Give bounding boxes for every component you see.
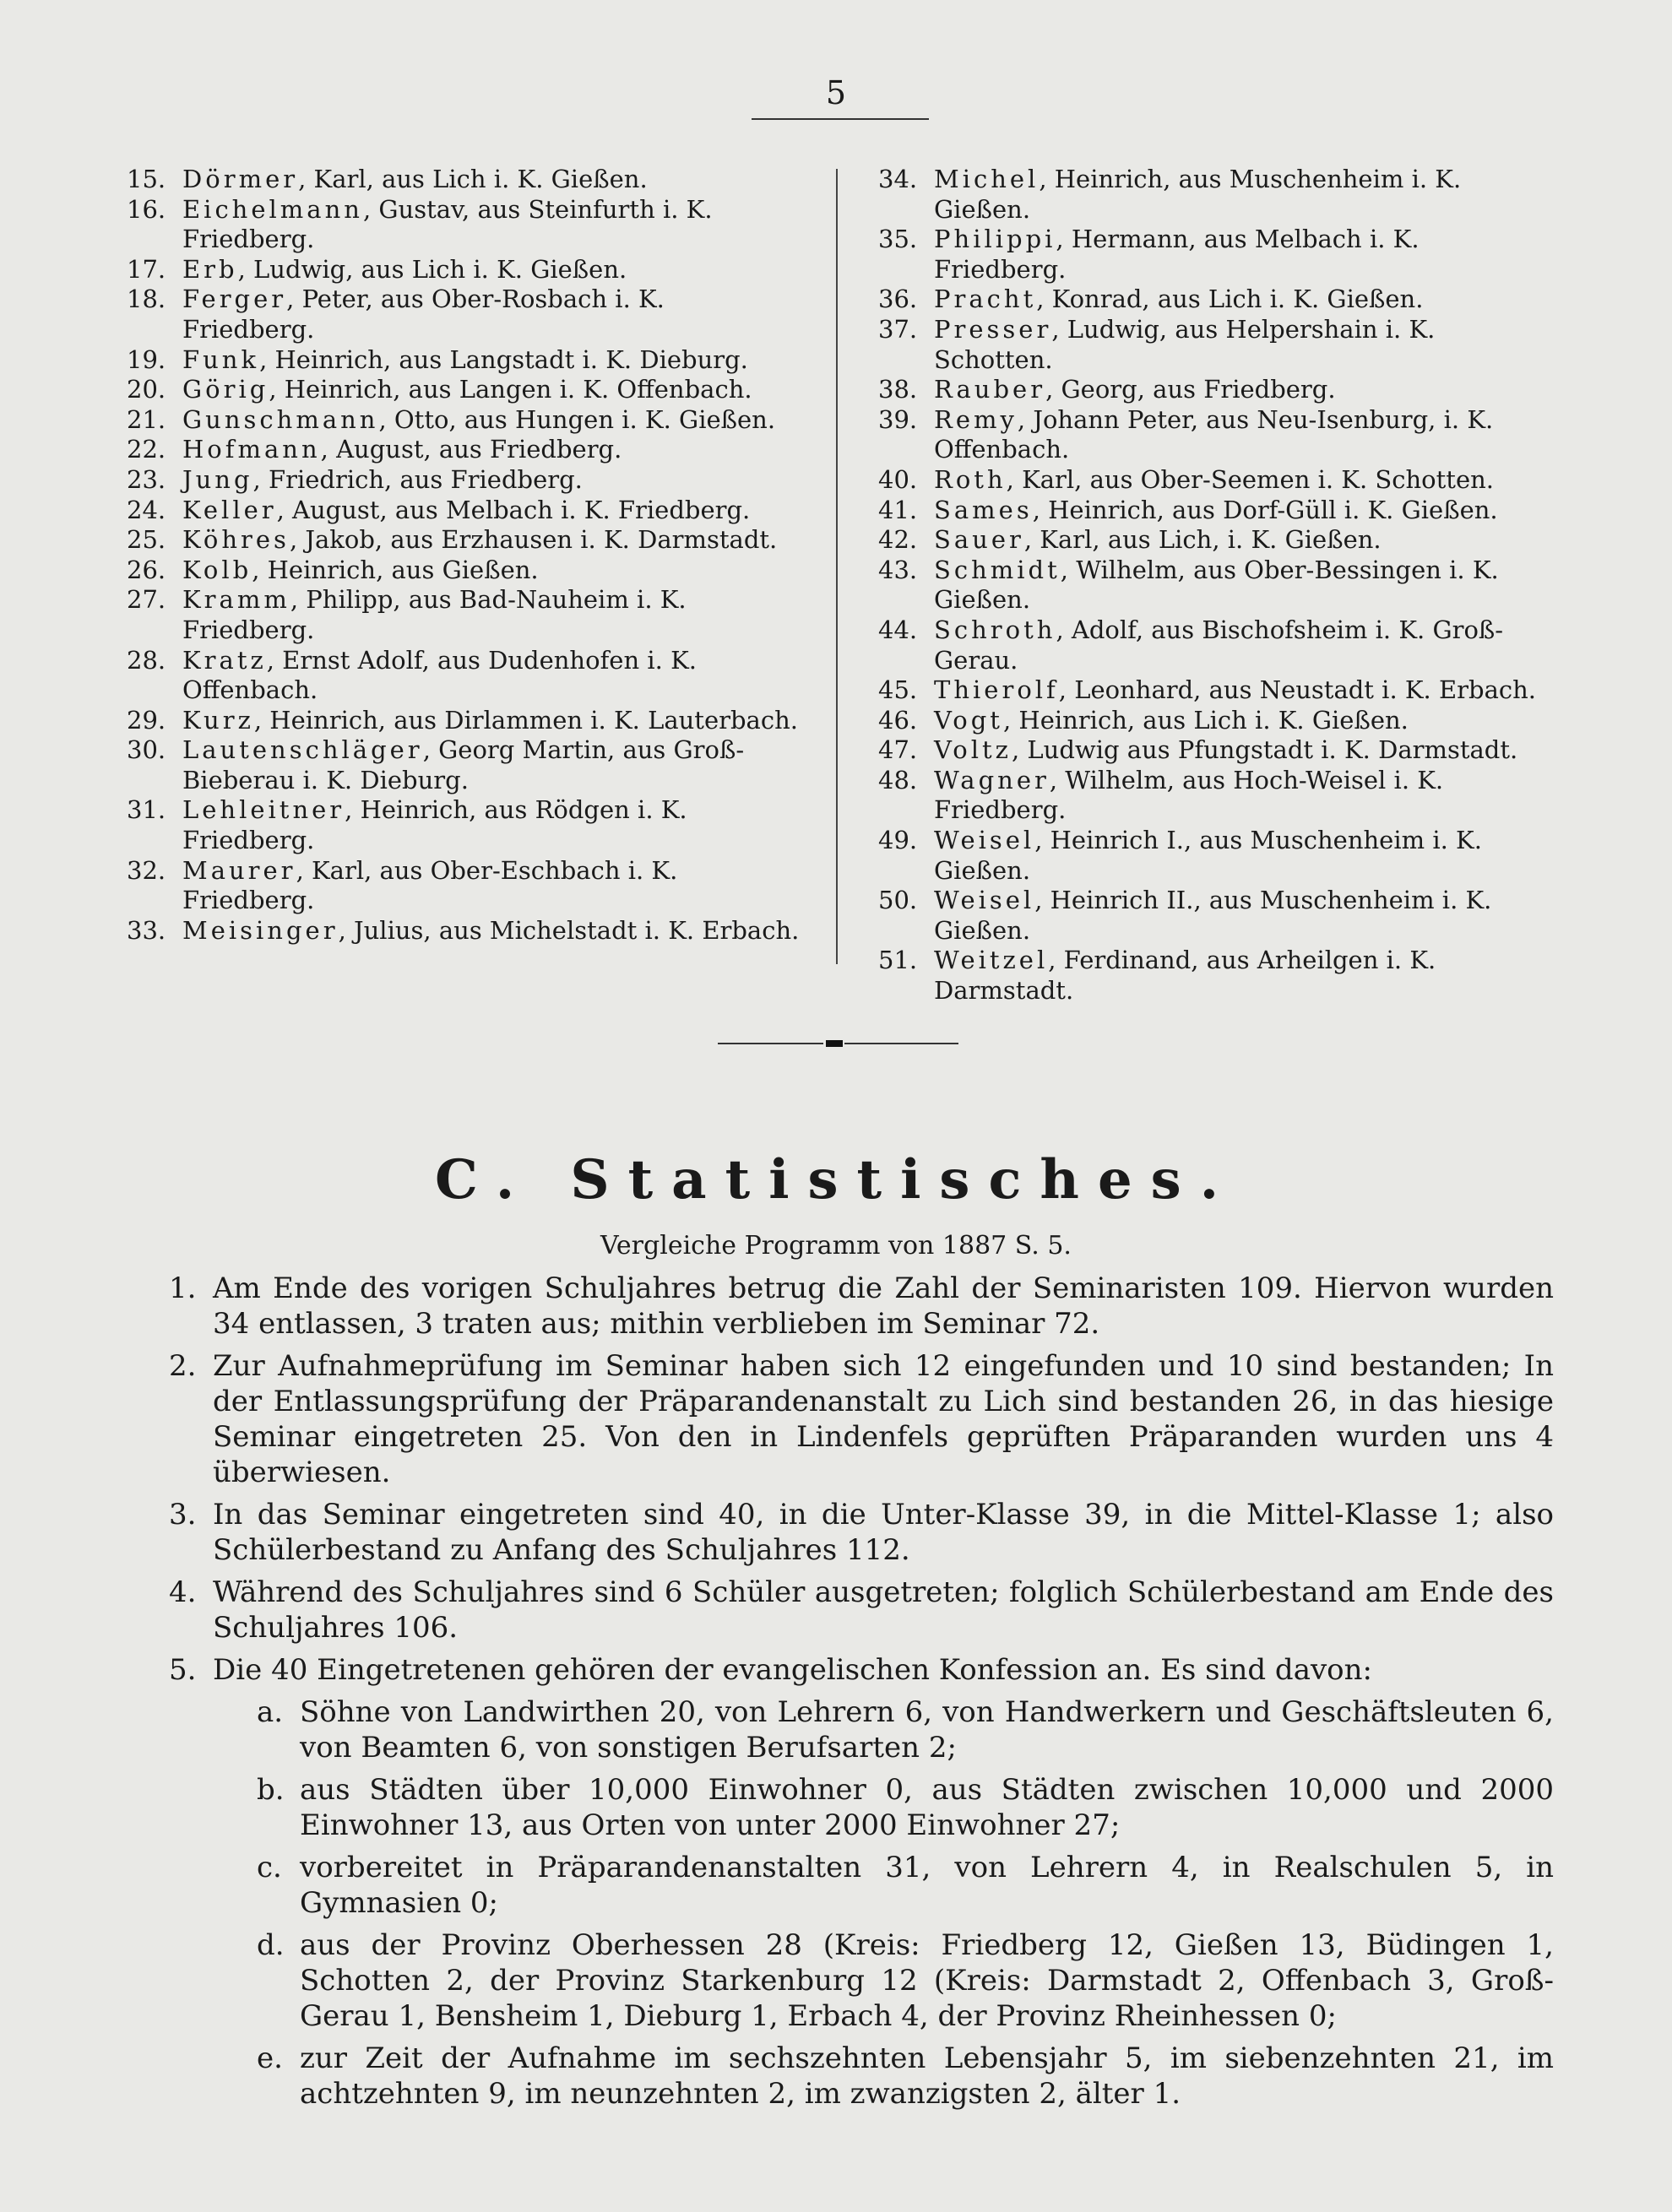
entry-number: 44. — [878, 615, 918, 644]
stat-subitem — [169, 1927, 1554, 2034]
stat-number: 4. — [169, 1575, 197, 1609]
entry-number: 46. — [878, 705, 918, 735]
entry-number: 19. — [127, 344, 166, 374]
entry-name: Keller — [182, 495, 277, 524]
stat-item — [169, 1271, 1554, 1342]
stat-number: 3. — [169, 1498, 197, 1532]
entry-number: 31. — [127, 795, 166, 825]
entry-name: Kramm — [182, 585, 290, 615]
entry-details: , Georg, aus Friedberg. — [1045, 375, 1336, 404]
column-divider — [836, 169, 838, 964]
entry-number: 32. — [127, 855, 166, 885]
entry-number: 23. — [127, 464, 166, 494]
list-item — [127, 435, 802, 465]
entry-name: Sames — [934, 495, 1033, 524]
entry-number: 37. — [878, 314, 918, 344]
list-item — [878, 465, 1554, 496]
subitem-text: Söhne von Landwirthen 20, von Lehrern 6, von Handwerkern und Geschäftsleuten 6, von Beamten 6, von sonstigen Berufsarten 2; — [300, 1695, 1554, 1765]
list-item — [878, 556, 1554, 615]
entry-number: 41. — [878, 495, 918, 524]
page-number-rule — [752, 118, 929, 120]
entry-details: , Julius, aus Michelstadt i. K. Erbach. — [338, 915, 800, 945]
entry-name: Hofmann — [182, 435, 321, 464]
entry-name: Voltz — [934, 735, 1012, 765]
entry-number: 40. — [878, 464, 918, 494]
subitem-label: e. — [257, 2041, 283, 2075]
entry-details: , Johann Peter, aus Neu-Isenburg, i. K. Offenbach. — [934, 404, 1494, 464]
list-item — [878, 826, 1554, 886]
entry-details: , Georg Martin, aus Groß-Bieberau i. K. Dieburg. — [182, 735, 745, 794]
statistics-list — [169, 1271, 1554, 2118]
entry-name: Gunschmann — [182, 404, 379, 434]
entry-number: 34. — [878, 165, 918, 193]
list-item — [127, 165, 802, 195]
section-separator-right — [844, 1043, 958, 1044]
entry-details: , Karl, aus Lich i. K. Gießen. — [298, 165, 648, 193]
list-item — [127, 345, 802, 376]
stat-subitem — [169, 1694, 1554, 1765]
stat-text: Am Ende des vorigen Schuljahres betrug die Zahl der Seminaristen 109. Hiervon wurden 34 entlassen, 3 traten aus; mithin verblieben im Seminar 72. — [213, 1271, 1554, 1341]
list-item — [127, 496, 802, 526]
subitem-label: b. — [257, 1773, 285, 1807]
section-title: C. Statistisches. — [435, 1148, 1237, 1212]
entry-number: 43. — [878, 555, 918, 584]
entry-details: , Peter, aus Ober-Rosbach i. K. Friedberg. — [182, 285, 665, 344]
entry-details: , Friedrich, aus Friedberg. — [252, 464, 583, 494]
list-item — [878, 285, 1554, 315]
entry-number: 16. — [127, 194, 166, 224]
subitem-text: vorbereitet in Präparandenanstalten 31, von Lehrern 4, in Realschulen 5, in Gymnasien 0; — [300, 1851, 1554, 1920]
entry-name: Lautenschläger — [182, 735, 423, 765]
entry-name: Erb — [182, 254, 238, 284]
entry-name: Schroth — [934, 615, 1056, 644]
section-subtitle: Vergleiche Programm von 1887 S. 5. — [600, 1231, 1072, 1261]
stat-text: Die 40 Eingetretenen gehören der evangelischen Konfession an. Es sind davon: — [213, 1653, 1372, 1687]
entry-name: Presser — [934, 314, 1052, 344]
list-item — [127, 856, 802, 916]
entry-details: , Karl, aus Lich, i. K. Gießen. — [1023, 525, 1382, 555]
stat-subitem — [169, 1850, 1554, 1921]
stat-subitem — [169, 1772, 1554, 1843]
entry-details: , Ludwig, aus Lich i. K. Gießen. — [237, 254, 627, 284]
entry-name: Lehleitner — [182, 795, 345, 825]
list-item — [127, 375, 802, 405]
stat-subitem — [169, 2041, 1554, 2112]
entry-name: Philippi — [934, 225, 1056, 254]
entry-details: , Heinrich, aus Gießen. — [252, 555, 539, 584]
list-item — [878, 735, 1554, 766]
entry-details: , Ferdinand, aus Arheilgen i. K. Darmstadt. — [934, 946, 1436, 1006]
page-number: 5 — [825, 74, 847, 111]
student-list-right — [878, 165, 1554, 1006]
entry-name: Meisinger — [182, 915, 339, 945]
entry-details: , Wilhelm, aus Ober-Bessingen i. K. Gießen. — [934, 555, 1499, 615]
entry-name: Kolb — [182, 555, 252, 584]
entry-details: , Karl, aus Ober-Seemen i. K. Schotten. — [1006, 464, 1495, 494]
entry-name: Funk — [182, 344, 260, 374]
entry-details: , Gustav, aus Steinfurth i. K. Friedberg. — [182, 194, 713, 254]
list-item — [878, 496, 1554, 526]
entry-name: Köhres — [182, 525, 290, 555]
entry-name: Kurz — [182, 705, 254, 735]
entry-number: 15. — [127, 165, 166, 193]
list-item — [127, 465, 802, 496]
entry-number: 38. — [878, 375, 918, 404]
subitem-label: a. — [257, 1695, 284, 1729]
entry-name: Eichelmann — [182, 194, 363, 224]
entry-details: , Ludwig aus Pfungstadt i. K. Darmstadt. — [1011, 735, 1518, 765]
entry-name: Sauer — [934, 525, 1024, 555]
entry-details: , Heinrich, aus Langen i. K. Offenbach. — [269, 375, 752, 404]
list-item — [127, 525, 802, 556]
section-separator-mark — [826, 1040, 843, 1047]
entry-name: Dörmer — [182, 165, 299, 193]
entry-number: 48. — [878, 765, 918, 794]
entry-name: Wagner — [934, 765, 1050, 794]
entry-number: 49. — [878, 826, 918, 855]
list-item — [878, 615, 1554, 675]
stat-item — [169, 1652, 1554, 1688]
stat-text: Zur Aufnahmeprüfung im Seminar haben sich 12 eingefunden und 10 sind bestanden; In der Entlassungsprüfung der Präparandenanstalt zu Lich sind bestanden 26, in das hiesige Seminar eingetreten 25. Von den in Lindenfels geprüften Präparanden wurden uns 4 überwiesen. — [213, 1349, 1554, 1489]
list-item — [878, 375, 1554, 405]
entry-details: , Heinrich II., aus Muschenheim i. K. Gießen. — [934, 886, 1492, 945]
subitem-label: d. — [257, 1928, 285, 1962]
entry-name: Rauber — [934, 375, 1046, 404]
list-item — [878, 315, 1554, 375]
student-list-left — [127, 165, 802, 946]
list-item — [878, 946, 1554, 1006]
list-item — [127, 646, 802, 706]
list-item — [127, 255, 802, 285]
entry-number: 26. — [127, 555, 166, 584]
entry-details: , Jakob, aus Erzhausen i. K. Darmstadt. — [289, 525, 778, 555]
entry-number: 22. — [127, 435, 166, 464]
entry-name: Kratz — [182, 645, 267, 675]
entry-details: , Wilhelm, aus Hoch-Weisel i. K. Friedberg. — [934, 765, 1444, 825]
stat-number: 2. — [169, 1349, 197, 1383]
list-item — [878, 706, 1554, 736]
entry-details: , Heinrich, aus Muschenheim i. K. Gießen. — [934, 165, 1462, 224]
entry-number: 29. — [127, 705, 166, 735]
entry-number: 21. — [127, 404, 166, 434]
entry-details: , Leonhard, aus Neustadt i. K. Erbach. — [1058, 675, 1536, 705]
list-item — [127, 795, 802, 855]
list-item — [127, 285, 802, 344]
stat-number: 5. — [169, 1653, 197, 1687]
entry-details: , Ernst Adolf, aus Dudenhofen i. K. Offenbach. — [182, 645, 697, 705]
list-item — [127, 195, 802, 255]
entry-name: Roth — [934, 464, 1007, 494]
stat-text: In das Seminar eingetreten sind 40, in die Unter-Klasse 39, in die Mittel-Klasse 1; also Schülerbestand zu Anfang des Schuljahres 112. — [213, 1498, 1554, 1567]
entry-name: Vogt — [934, 705, 1003, 735]
entry-name: Schmidt — [934, 555, 1061, 584]
subitem-label: c. — [257, 1851, 282, 1884]
stat-text: Während des Schuljahres sind 6 Schüler ausgetreten; folglich Schülerbestand am Ende des Schuljahres 106. — [213, 1575, 1554, 1645]
entry-number: 51. — [878, 946, 918, 975]
entry-details: , Otto, aus Hungen i. K. Gießen. — [378, 404, 776, 434]
entry-details: , Philipp, aus Bad-Nauheim i. K. Friedberg. — [182, 585, 687, 644]
entry-number: 25. — [127, 525, 166, 555]
entry-name: Ferger — [182, 285, 287, 314]
entry-number: 24. — [127, 495, 166, 524]
entry-number: 42. — [878, 525, 918, 555]
entry-number: 28. — [127, 645, 166, 675]
entry-number: 39. — [878, 404, 918, 434]
stat-item — [169, 1575, 1554, 1645]
entry-number: 20. — [127, 375, 166, 404]
entry-number: 47. — [878, 735, 918, 765]
stat-item — [169, 1497, 1554, 1568]
entry-name: Maurer — [182, 855, 296, 885]
list-item — [878, 405, 1554, 465]
section-separator-left — [718, 1043, 823, 1044]
entry-number: 45. — [878, 675, 918, 705]
entry-name: Weitzel — [934, 946, 1049, 975]
list-item — [127, 706, 802, 736]
entry-details: , Heinrich I., aus Muschenheim i. K. Gießen. — [934, 826, 1482, 885]
entry-number: 17. — [127, 254, 166, 284]
entry-number: 18. — [127, 285, 166, 314]
entry-name: Jung — [182, 464, 253, 494]
entry-name: Remy — [934, 404, 1018, 434]
entry-details: , Hermann, aus Melbach i. K. Friedberg. — [934, 225, 1420, 284]
entry-details: , Heinrich, aus Dorf-Güll i. K. Gießen. — [1032, 495, 1498, 524]
entry-name: Görig — [182, 375, 269, 404]
entry-details: , Heinrich, aus Dirlammen i. K. Lauterbach. — [253, 705, 798, 735]
list-item — [878, 525, 1554, 556]
list-item — [878, 675, 1554, 706]
stat-number: 1. — [169, 1271, 197, 1305]
entry-name: Michel — [934, 165, 1040, 193]
entry-number: 27. — [127, 585, 166, 615]
entry-number: 36. — [878, 285, 918, 314]
entry-details: , Ludwig, aus Helpershain i. K. Schotten. — [934, 314, 1436, 374]
list-item — [127, 405, 802, 436]
subitem-text: aus Städten über 10,000 Einwohner 0, aus Städten zwischen 10,000 und 2000 Einwohner 13, aus Orten von unter 2000 Einwohner 27; — [300, 1773, 1554, 1842]
subitem-text: aus der Provinz Oberhessen 28 (Kreis: Friedberg 12, Gießen 13, Büdingen 1, Schotten 2, der Provinz Starkenburg 12 (Kreis: Darmstadt 2, Offenbach 3, Groß-Gerau 1, Bensheim 1, Dieburg 1, Erbach 4, der Provinz Rheinhessen 0; — [300, 1928, 1554, 2033]
list-item — [127, 585, 802, 645]
entry-details: , Heinrich, aus Langstadt i. K. Dieburg. — [259, 344, 748, 374]
list-item — [878, 225, 1554, 285]
entry-details: , Adolf, aus Bischofsheim i. K. Groß-Gerau. — [934, 615, 1504, 675]
entry-number: 33. — [127, 915, 166, 945]
entry-name: Pracht — [934, 285, 1037, 314]
entry-details: , Karl, aus Ober-Eschbach i. K. Friedberg. — [182, 855, 678, 915]
entry-number: 50. — [878, 886, 918, 915]
subitem-text: zur Zeit der Aufnahme im sechszehnten Lebensjahr 5, im siebenzehnten 21, im achtzehnten 9, im neunzehnten 2, im zwanzigsten 2, älter 1. — [300, 2041, 1554, 2111]
stat-item — [169, 1348, 1554, 1490]
entry-details: , Heinrich, aus Rödgen i. K. Friedberg. — [182, 795, 687, 855]
list-item — [127, 556, 802, 586]
list-item — [878, 886, 1554, 946]
entry-details: , Konrad, aus Lich i. K. Gießen. — [1036, 285, 1424, 314]
entry-details: , August, aus Friedberg. — [320, 435, 622, 464]
entry-number: 35. — [878, 225, 918, 254]
entry-details: , August, aus Melbach i. K. Friedberg. — [276, 495, 751, 524]
entry-name: Weisel — [934, 886, 1035, 915]
entry-name: Weisel — [934, 826, 1035, 855]
list-item — [878, 766, 1554, 826]
entry-details: , Heinrich, aus Lich i. K. Gießen. — [1002, 705, 1409, 735]
entry-number: 30. — [127, 735, 166, 765]
list-item — [127, 916, 802, 946]
entry-name: Thierolf — [934, 675, 1059, 705]
list-item — [127, 735, 802, 795]
list-item — [878, 165, 1554, 225]
